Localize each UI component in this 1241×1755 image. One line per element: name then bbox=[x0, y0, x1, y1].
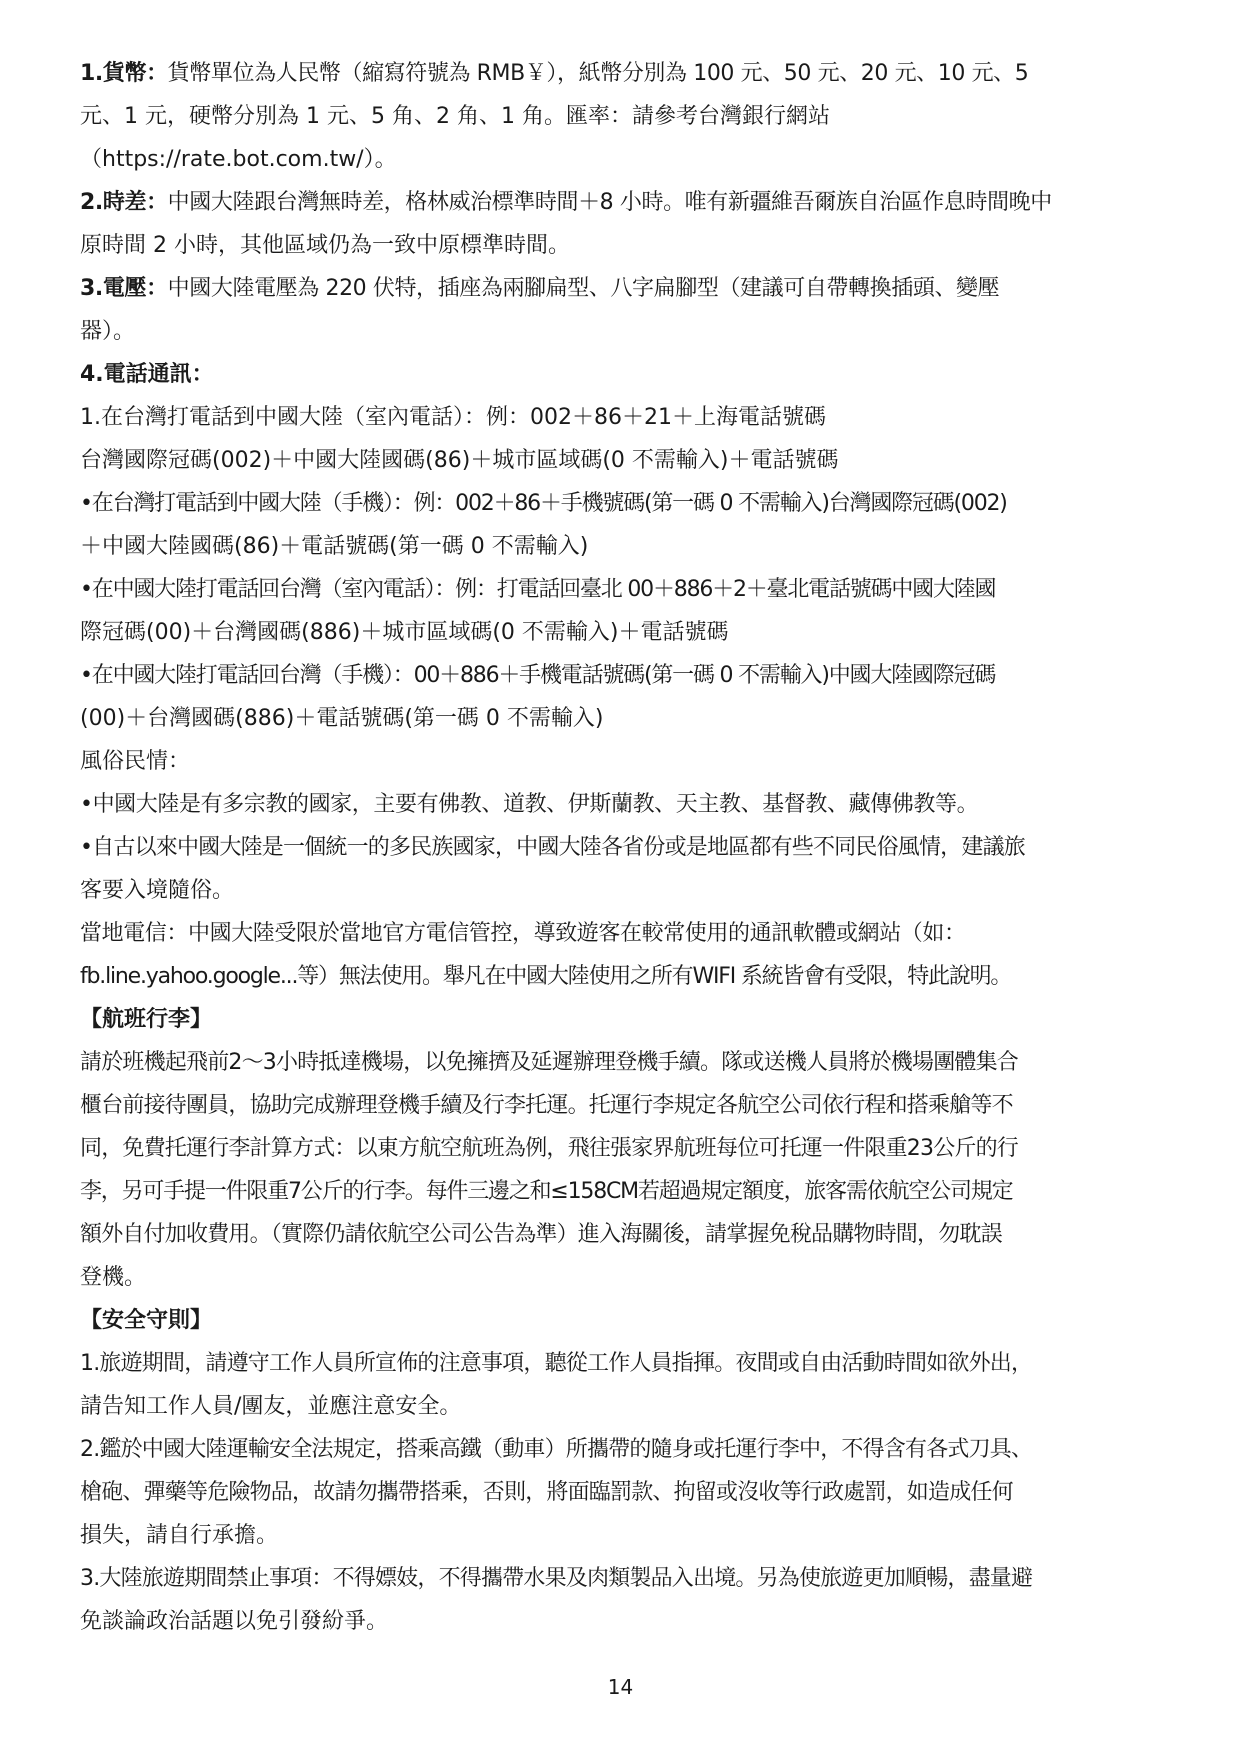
telecom-note-line-1: 當地電信：中國大陸受限於當地官方電信管控，導致遊客在較常使用的通訊軟體或網站（如： bbox=[80, 921, 966, 946]
flight-line-6: 登機。 bbox=[80, 1265, 147, 1290]
telecom-line-3: •在台灣打電話到中國大陸（手機）：例：002＋86＋手機號碼(第一碼 0 不需輸入)台灣國際冠碼(002) bbox=[80, 491, 1007, 516]
telecom-note-line-2: fb.line.yahoo.google...等）無法使用。舉凡在中國大陸使用之所有WIFI 系統皆會有受限，特此說明。 bbox=[80, 964, 1012, 989]
page-number: 14 bbox=[607, 1675, 634, 1699]
safety-line-6: 3.大陸旅遊期間禁止事項：不得嫖妓，不得攜帶水果及肉類製品入出境。另為使旅遊更加順暢，盡量避 bbox=[80, 1566, 1033, 1591]
customs-line-3: 客要入境隨俗。 bbox=[80, 878, 235, 903]
telecom-line-2: 台灣國際冠碼(002)＋中國大陸國碼(86)＋城市區域碼(0 不需輸入)＋電話號碼 bbox=[80, 448, 839, 473]
currency-heading: 1.貨幣： bbox=[80, 61, 168, 86]
timezone-line-1 bbox=[80, 181, 1190, 224]
document-body bbox=[80, 52, 1190, 1643]
safety-line-7: 免談論政治話題以免引發紛爭。 bbox=[80, 1609, 389, 1634]
telecom-heading: 4.電話通訊： bbox=[80, 362, 214, 387]
voltage-line-1 bbox=[80, 267, 1190, 310]
currency-line-2: 元、1 元，硬幣分別為 1 元、5 角、2 角、1 角。匯率：請參考台灣銀行網站 bbox=[80, 104, 830, 129]
flight-line-3: 同，免費托運行李計算方式：以東方航空航班為例，飛往張家界航班每位可托運一件限重23公斤的行 bbox=[80, 1136, 1018, 1161]
safety-line-5: 損失，請自行承擔。 bbox=[80, 1523, 279, 1548]
telecom-line-5: •在中國大陸打電話回台灣（室內電話）：例：打電話回臺北 00＋886＋2＋臺北電話號碼中國大陸國 bbox=[80, 577, 996, 602]
telecom-line-6: 際冠碼(00)＋台灣國碼(886)＋城市區域碼(0 不需輸入)＋電話號碼 bbox=[80, 620, 729, 645]
flight-line-5: 額外自付加收費用。（實際仍請依航空公司公告為準）進入海關後，請掌握免稅品購物時間，勿耽誤 bbox=[80, 1222, 1002, 1247]
telecom-line-1: 1.在台灣打電話到中國大陸（室內電話）：例：002＋86＋21＋上海電話號碼 bbox=[80, 405, 826, 430]
telecom-line-4: ＋中國大陸國碼(86)＋電話號碼(第一碼 0 不需輸入) bbox=[80, 534, 589, 559]
safety-line-1: 1.旅遊期間，請遵守工作人員所宣佈的注意事項，聽從工作人員指揮。夜間或自由活動時間如欲外出， bbox=[80, 1351, 1033, 1376]
voltage-line-2: 器）。 bbox=[80, 319, 136, 344]
flight-line-1: 請於班機起飛前2～3小時抵達機場，以免擁擠及延遲辦理登機手續。隊或送機人員將於機場團體集合 bbox=[80, 1050, 1018, 1075]
currency-line-3: （https://rate.bot.com.tw/）。 bbox=[80, 147, 397, 172]
currency-line-1 bbox=[80, 52, 1190, 95]
timezone-heading: 2.時差： bbox=[80, 190, 168, 215]
voltage-heading: 3.電壓： bbox=[80, 276, 168, 301]
safety-line-2: 請告知工作人員/團友，並應注意安全。 bbox=[80, 1394, 462, 1419]
customs-heading: 風俗民情： bbox=[80, 749, 191, 774]
voltage-text-1: 中國大陸電壓為 220 伏特，插座為兩腳扁型、八字扁腳型（建議可自帶轉換插頭、變壓 bbox=[167, 276, 1000, 301]
flight-heading: 【航班行李】 bbox=[80, 1007, 213, 1032]
flight-line-4: 李，另可手提一件限重7公斤的行李。每件三邊之和≤158CM若超過規定額度，旅客需依航空公司規定 bbox=[80, 1179, 1013, 1204]
timezone-text-1: 中國大陸跟台灣無時差，格林威治標準時間＋8 小時。唯有新疆維吾爾族自治區作息時間晚中 bbox=[167, 190, 1052, 215]
customs-line-2: •自古以來中國大陸是一個統一的多民族國家，中國大陸各省份或是地區都有些不同民俗風情，建議旅 bbox=[80, 835, 1025, 860]
telecom-line-7: •在中國大陸打電話回台灣（手機）：00＋886＋手機電話號碼(第一碼 0 不需輸入)中國大陸國際冠碼 bbox=[80, 663, 996, 688]
safety-line-3: 2.鑑於中國大陸運輸安全法規定，搭乘高鐵（動車）所攜帶的隨身或托運行李中，不得含有各式刀具、 bbox=[80, 1437, 1033, 1462]
flight-line-2: 櫃台前接待團員，協助完成辦理登機手續及行李托運。托運行李規定各航空公司依行程和搭乘艙等不 bbox=[80, 1093, 1013, 1118]
safety-heading: 【安全守則】 bbox=[80, 1308, 213, 1333]
safety-line-4: 槍砲、彈藥等危險物品，故請勿攜帶搭乘，否則，將面臨罰款、拘留或沒收等行政處罰，如造成任何 bbox=[80, 1480, 1013, 1505]
customs-line-1: •中國大陸是有多宗教的國家，主要有佛教、道教、伊斯蘭教、天主教、基督教、藏傳佛教等。 bbox=[80, 792, 979, 817]
telecom-line-8: (00)＋台灣國碼(886)＋電話號碼(第一碼 0 不需輸入) bbox=[80, 706, 604, 731]
currency-text-1: 貨幣單位為人民幣（縮寫符號為 RMB￥），紙幣分別為 100 元、50 元、20 元、10 元、5 bbox=[167, 61, 1029, 86]
timezone-line-2: 原時間 2 小時，其他區域仍為一致中原標準時間。 bbox=[80, 233, 570, 258]
